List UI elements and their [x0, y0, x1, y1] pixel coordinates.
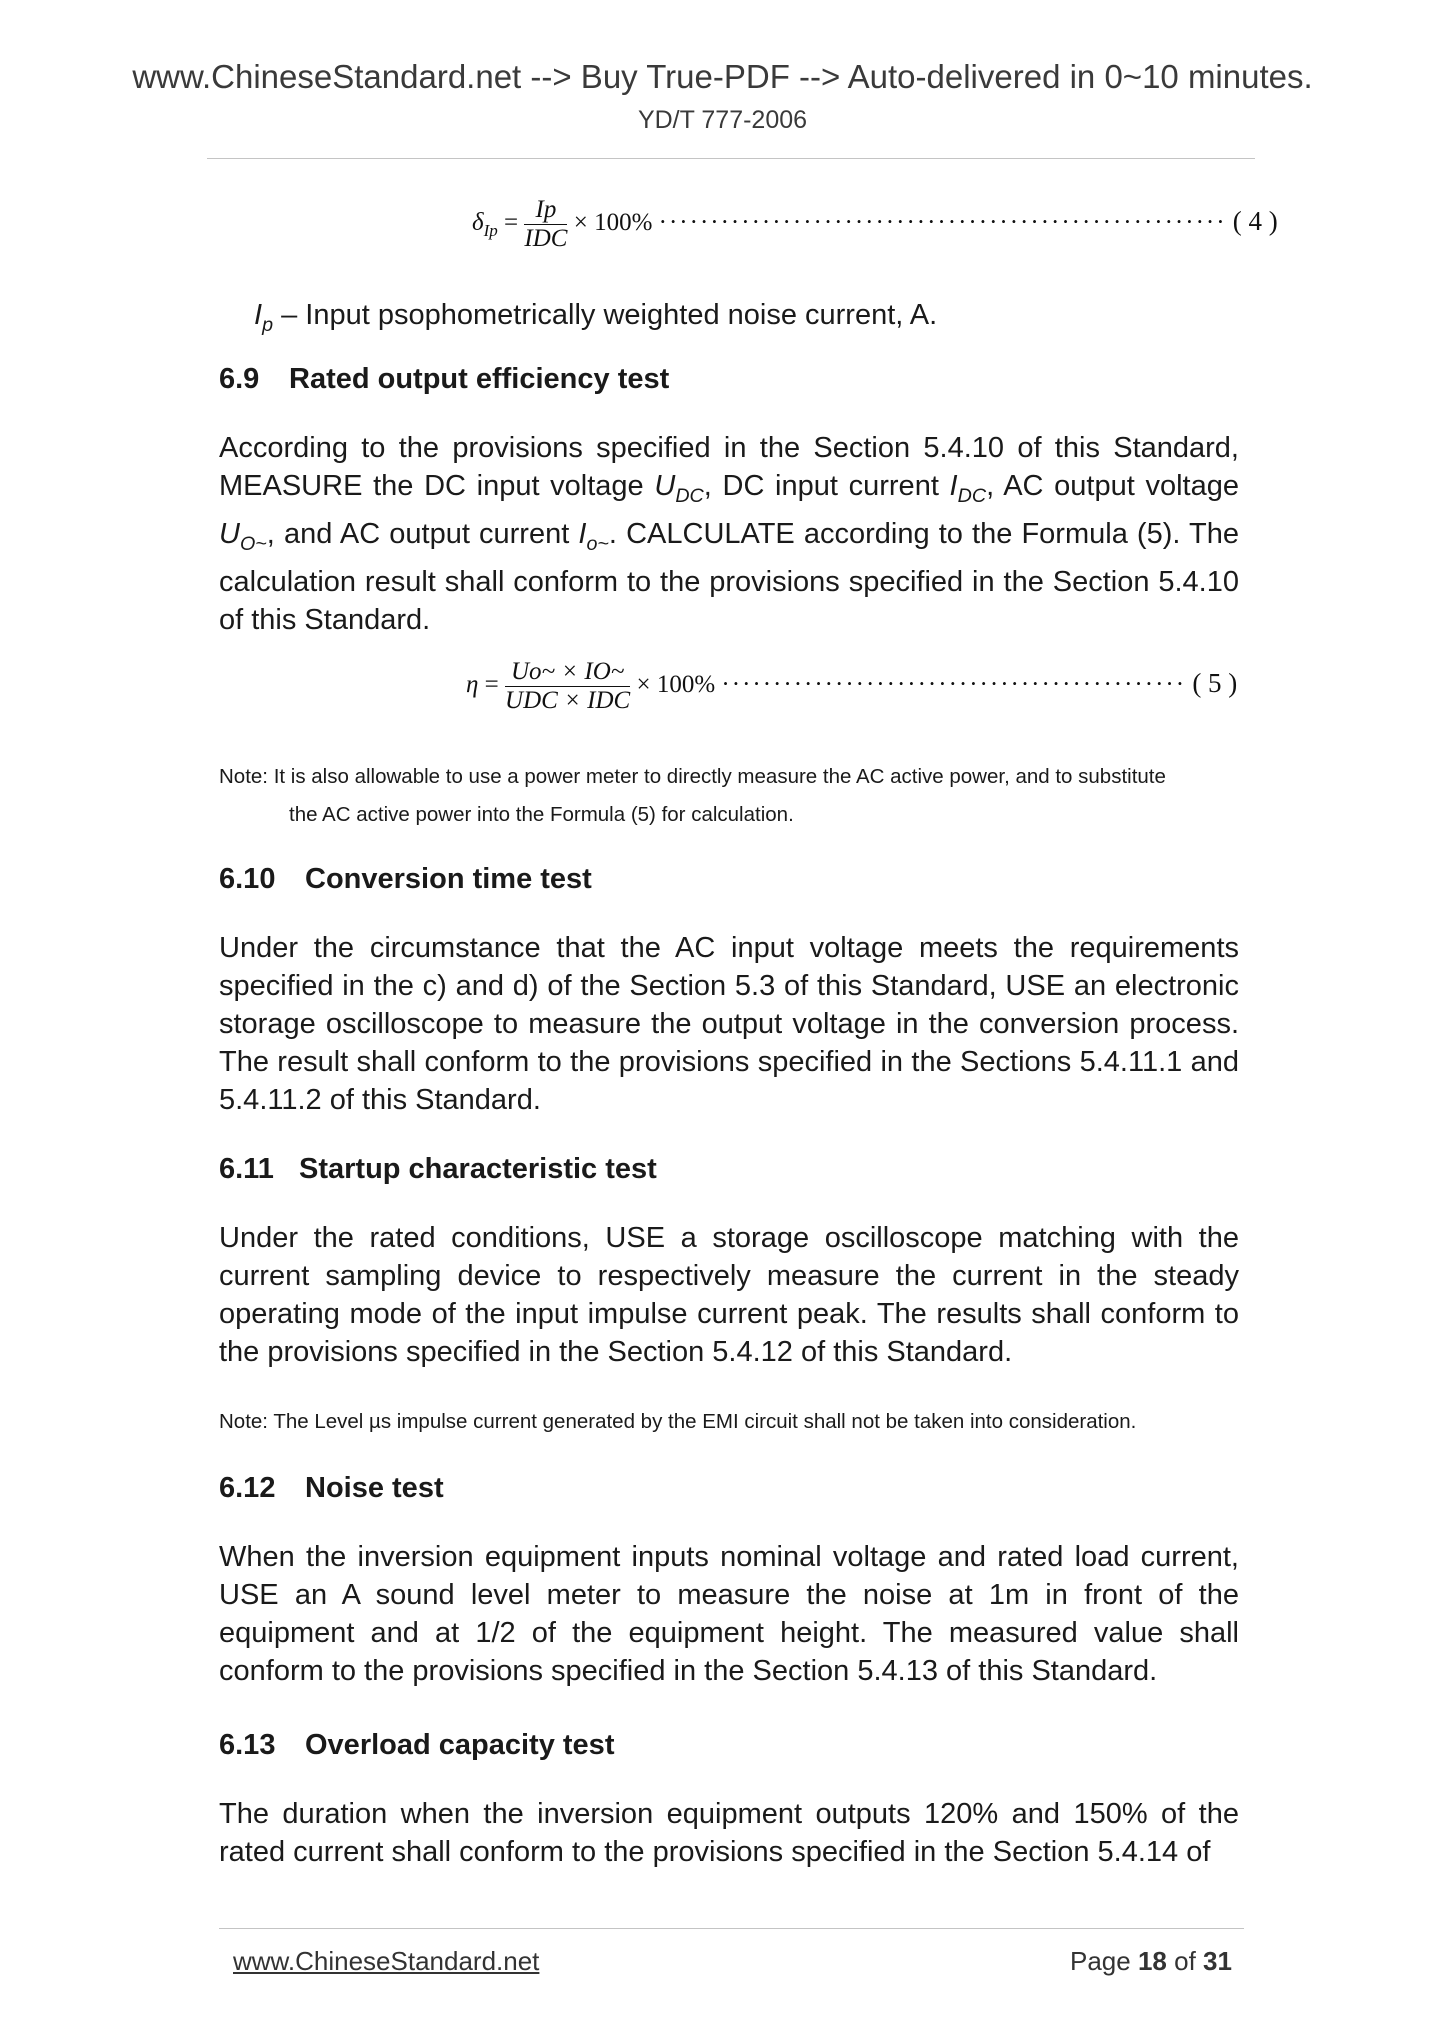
- top-banner: www.ChineseStandard.net --> Buy True-PDF --> Auto-delivered in 0~10 minutes.: [132, 58, 1313, 95]
- formula-5: [466, 658, 1236, 715]
- formula-fraction: [524, 196, 567, 253]
- formula-label: ( 4 ): [1232, 206, 1278, 237]
- section-heading-6-10: 6.10 Conversion time test: [219, 863, 592, 895]
- header-divider: [207, 158, 1255, 159]
- section-body-6-12: When the inversion equipment inputs nominal voltage and rated load current, USE an A sound level meter to measure the noise at 1m in front of the equipment and at 1/2 of the equipment height. The measured value shall conform to the provisions specified in the Section 5.4.13 of this Standard.: [219, 1541, 1239, 1687]
- fraction-denominator: IDC: [524, 225, 568, 252]
- formula-fraction: [505, 658, 630, 715]
- section-heading-6-13: 6.13 Overload capacity test: [219, 1729, 615, 1761]
- fraction-numerator: Ip: [524, 196, 567, 225]
- formula-equals: =: [504, 209, 519, 237]
- section-body-6-13: The duration when the inversion equipment outputs 120% and 150% of the rated current shall conform to the provisions specified in the Section 5.4.14 of: [219, 1798, 1239, 1868]
- section-heading-6-11: 6.11 Startup characteristic test: [219, 1153, 657, 1185]
- section-body-6-10: Under the circumstance that the AC input voltage meets the requirements specified in the c) and d) of the Section 5.3 of this Standard, USE an electronic storage oscilloscope to measure the output voltage in the conversion process. The result shall conform to the provisions specified in the Sections 5.4.11.1 and 5.4.11.2 of this Standard.: [219, 932, 1239, 1116]
- definition-ip: $I_p$ – Input psophometrically weighted noise current, A.: [254, 299, 938, 336]
- section-body-6-11: Under the rated conditions, USE a storage oscilloscope matching with the current sampling device to respectively measure the current in the steady operating mode of the input impulse current peak. The results shall conform to the provisions specified in the Section 5.4.12 of this Standard.: [219, 1222, 1239, 1368]
- note-power-meter: Note: It is also allowable to use a power meter to directly measure the AC active power, and to substitute the AC active power into the Formula (5) for calculation.: [219, 765, 1166, 826]
- section-heading-6-12: 6.12 Noise test: [219, 1472, 444, 1504]
- formula-lhs: $\delta_{Ip}$: [472, 209, 498, 241]
- formula-label: ( 5 ): [1192, 668, 1238, 699]
- formula-4: [472, 196, 1278, 253]
- formula-lhs: η: [466, 671, 479, 699]
- footer-site-link[interactable]: www.ChineseStandard.net: [233, 1946, 540, 1976]
- formula-leader-dots: ·······················································: [658, 209, 1227, 237]
- document-id: YD/T 777-2006: [637, 106, 808, 134]
- formula-equals: =: [484, 671, 499, 699]
- fraction-denominator: UDC × IDC: [505, 687, 631, 714]
- page-number: Page 18 of 31: [1070, 1946, 1232, 1976]
- section-heading-6-9: 6.9 Rated output efficiency test: [219, 363, 670, 395]
- formula-leader-dots: ·············································: [721, 671, 1187, 699]
- formula-multiplier: × 100%: [636, 671, 716, 699]
- note-emi: Note: The Level µs impulse current generated by the EMI circuit shall not be taken into consideration.: [219, 1410, 1137, 1433]
- footer-divider: [219, 1928, 1244, 1929]
- section-body-6-9: According to the provisions specified in the Section 5.4.10 of this Standard, MEASURE the DC input voltage $U_{DC}$, DC input current $I_{DC}$, AC output voltage $U_{O\sim}$, and AC output current $I_{o\sim}$. CALCULATE according to the Formula (5). The calculation result shall conform to the provisions specified in the Section 5.4.10 of this Standard.: [219, 432, 1239, 636]
- fraction-numerator: Uo~ × IO~: [505, 658, 630, 687]
- formula-multiplier: × 100%: [573, 209, 653, 237]
